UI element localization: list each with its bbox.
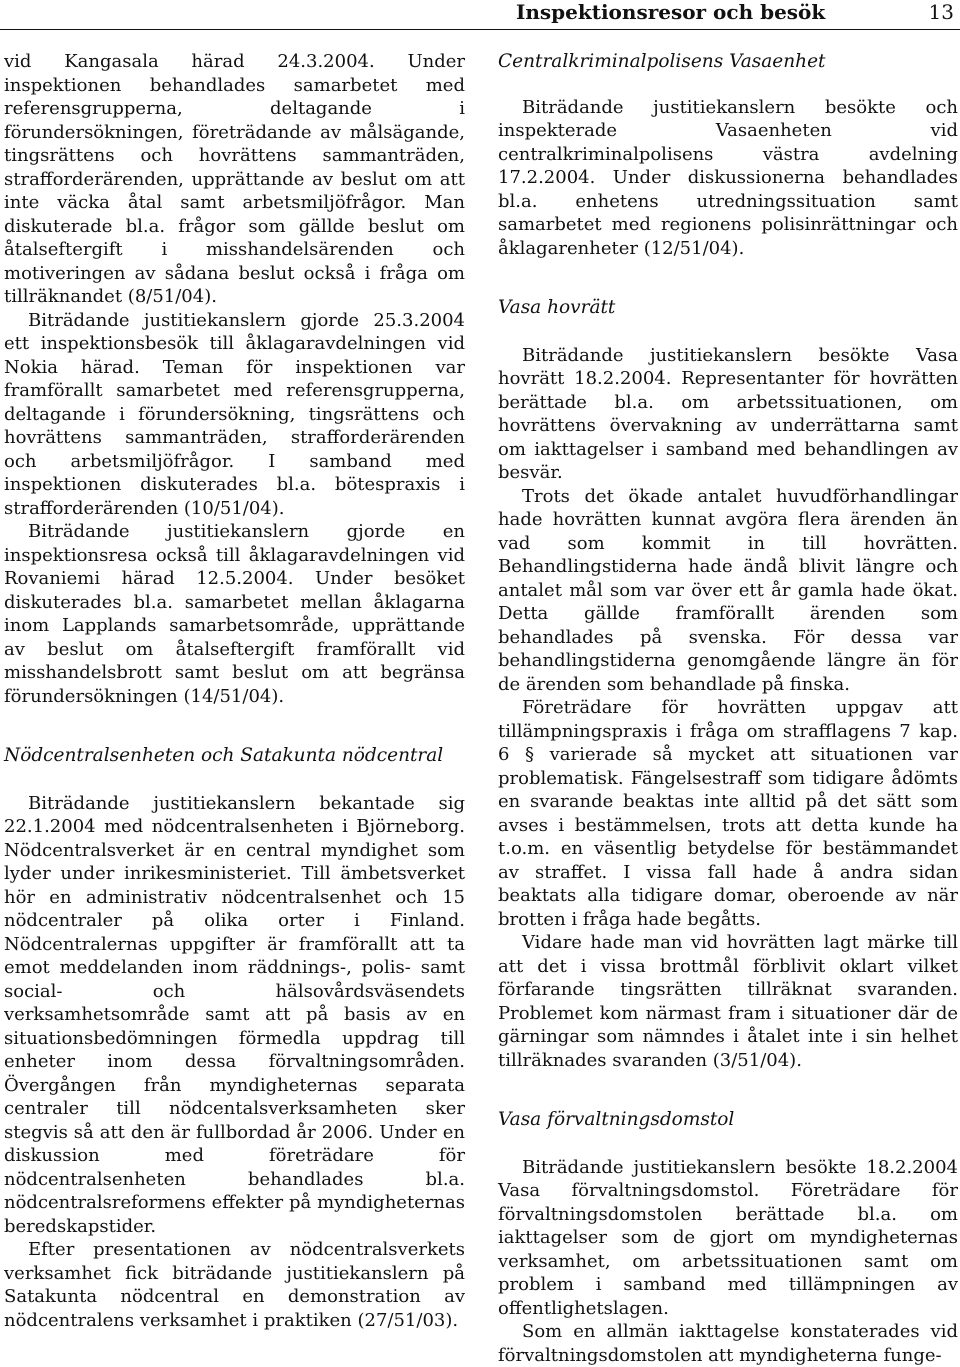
header-rule bbox=[0, 29, 960, 30]
paragraph-nodcentral: Biträdande justitiekanslern bekantade sig 22.1.2004 med nödcentralsenheten i Björneborg. Nödcentralsverket är en central myndighet som lyder under inrikesministeriet. Till ämbetsverket hör en administrativ nödcentralsenhet och 15 nödcentraler på olika orter i Finland. Nödcentralernas uppgifter är framförallt att ta emot meddelanden inom räddnings-, polis- samt social- och hälsovårdsväsendets verksamhetsområde samt att på basis av en situationsbedömningen förmedla uppdrag till enheter inom dessa förvaltningsområden. Övergången från myndigheternas separata centraler till nödcentalsverksamheten sker stegvis så att den är fullbordad år 2006. Under en diskussion med företrädare för nödcentralsenheten behandlades bl.a. nödcentralsreformens effekter på myndigheternas beredskapstider. bbox=[4, 792, 465, 1237]
paragraph-hovratt-2: Trots det ökade antalet huvudförhandlingar hade hovrätten kunnat avgöra flera ärenden än vad som kommit in till hovrätten. Behandlingstiderna hade ändå blivit längre och antalet mål som var över ett år gamla hade ökat. Detta gällde framförallt ärenden som behandlades på svenska. För dessa var behandlingstiderna genomgående längre än för de ärenden som behandlade på finska. bbox=[498, 485, 958, 695]
paragraph-kangasala: vid Kangasala härad 24.3.2004. Under inspektionen behandlades samarbetet med referensgrupperna, deltagande i förundersökningen, företrädande av målsägande, tingsrättens och hovrättens sammanträden, strafforderärenden, upprättande av beslut om att inte väcka åtal samt arbetsmiljöfrågor. Man diskuterade bl.a. frågor som gällde beslut om åtalseftergift i misshandelsärenden och motiveringen av sådana beslut också i fråga om tillräknandet (8/51/04). bbox=[4, 51, 465, 307]
running-header-title: Inspektionsresor och besök bbox=[516, 0, 826, 24]
paragraph-vasaenhet: Biträdande justitiekanslern besökte och inspekterade Vasaenheten vid centralkriminalpolisens västra avdelning 17.2.2004. Under diskussionerna behandlades bl.a. enhetens utredningssituation samt samarbetet med regionens polisinrättningar och åklagarenheter (12/51/04). bbox=[498, 96, 958, 259]
paragraph-forvaltningsdomstol-2: Som en allmän iakttagelse konstaterades vid förvaltningsdomstolen att myndigheterna funge- bbox=[498, 1321, 958, 1366]
paragraph-rovaniemi: Biträdande justitiekanslern gjorde en inspektionsresa också till åklagaravdelningen vid Rovaniemi härad 12.5.2004. Under besöket diskuterades bl.a. samarbetet mellan åklagarna inom Lapplands samarbetsområde, upprättande av beslut om åtalseftergift framförallt vid misshandelsbrott samt beslut om att begränsa förundersökningen (14/51/04). bbox=[4, 521, 465, 707]
section-heading-vasaenhet: Centralkriminalpolisens Vasaenhet bbox=[498, 51, 826, 72]
section-heading-forvaltningsdomstol: Vasa förvaltningsdomstol bbox=[498, 1109, 735, 1130]
paragraph-satakunta: Efter presentationen av nödcentralsverkets verksamhet fick biträdande justitiekanslern på Satakunta nödcentral en demonstration av nödcentralens verksamhet i praktiken (27/51/03). bbox=[4, 1239, 465, 1331]
paragraph-hovratt-3: Företrädare för hovrätten uppgav att tillämpningspraxis i fråga om strafflagens 7 kap. 6 § varierade så mycket att situationen var problematisk. Fängelsestraff som tidigare ådömts en svarande beaktas inte alltid på det sätt som avses i bestämmelsen, trots att detta kunde ha t.o.m. en väsentlig betydelse för bestämmandet av straffet. I vissa fall hade å andra sidan beaktats alla tidigare domar, oberoende av när brotten i fråga hade begåtts. bbox=[498, 697, 958, 930]
section-heading-nodcentral: Nödcentralsenheten och Satakunta nödcentral bbox=[4, 745, 444, 766]
page-number: 13 bbox=[928, 0, 954, 24]
left-column bbox=[4, 50, 465, 1332]
section-heading-vasa-hovratt: Vasa hovrätt bbox=[498, 297, 616, 318]
paragraph-hovratt-1: Biträdande justitiekanslern besökte Vasa hovrätt 18.2.2004. Representanter för hovrätten berättade bl.a. om arbetssituationen, om hovrättens övervakning av underrättarna samt om iakttagelser i samband med behandlingen av besvär. bbox=[498, 344, 958, 483]
running-header bbox=[0, 0, 960, 36]
paragraph-nokia: Biträdande justitiekanslern gjorde 25.3.2004 ett inspektionsbesök till åklagaravdelningen vid Nokia härad. Teman för inspektionen var framförallt samarbetet med referensgrupperna, deltagande i förundersökning, tingsrättens och hovrättens sammanträden, strafforderärenden och arbetsmiljöfrågor. I samband med inspektionen diskuterades bl.a. bötespraxis i strafforderärenden (10/51/04). bbox=[4, 309, 465, 519]
right-column bbox=[498, 50, 958, 1367]
paragraph-hovratt-4: Vidare hade man vid hovrätten lagt märke till att det i vissa brottmål förblivit oklart vilket förfarande tingsrätten tillräknat svaranden. Problemet kom närmast fram i situationer där de gärningar som nämndes i åtalet inte i sin helhet tillräknades svaranden (3/51/04). bbox=[498, 932, 958, 1071]
paragraph-forvaltningsdomstol-1: Biträdande justitiekanslern besökte 18.2.2004 Vasa förvaltningsdomstol. Företrädare för förvaltningsdomstolen berättade bl.a. om iakttagelser som de gjort om myndigheternas verksamhet, om arbetssituationen samt om problem i samband med tillämpningen av offentlighetslagen. bbox=[498, 1156, 958, 1319]
